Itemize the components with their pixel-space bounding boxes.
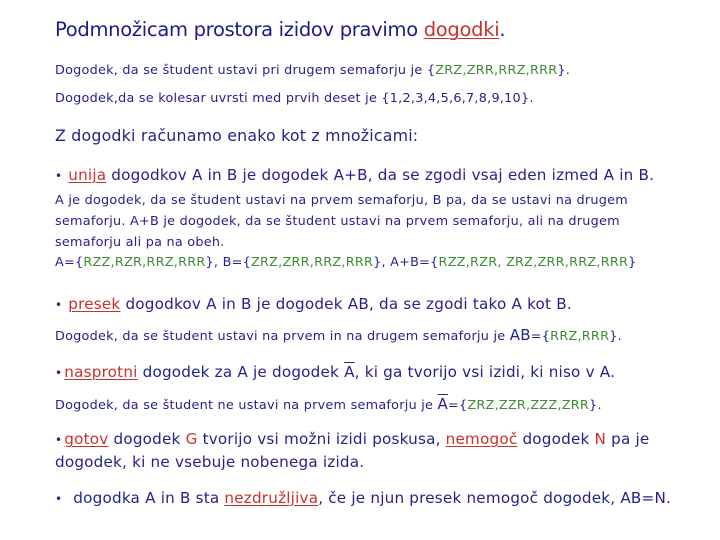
intersection-definition: • presek dogodkov A in B je dogodek AB, da se zgodi tako A kot B. — [55, 295, 572, 313]
intersection-example: Dogodek, da se študent ustavi na prvem in na drugem semaforju je AB={RRZ,RRR}. — [55, 326, 622, 344]
term-gotov: gotov — [64, 430, 109, 448]
symbol-n: N — [594, 430, 607, 448]
term-nasprotni: nasprotni — [64, 363, 138, 381]
complement-example-a-bar: $\overline{A}$ — [437, 395, 449, 413]
bullet-icon: • — [55, 298, 63, 312]
bullet-icon: • — [55, 169, 63, 183]
complement-example: Dogodek, da se študent ne ustavi na prvem semaforju je $\overline{A}=\{ZRZ,ZZR,ZZZ,ZRR\}$. — [55, 395, 602, 413]
example-student-second-light: Dogodek, da se študent ustavi pri drugem semaforju je {ZRZ,ZRR,RRZ,RRR}. — [55, 63, 571, 78]
term-nemogoc: nemogoč — [445, 430, 518, 448]
complement-definition: • nasprotni dogodek za A je dogodek $\overline{A}$, ki ga tvorijo vsi izidi, ki niso v A. — [55, 363, 616, 381]
bullet-icon: • — [55, 366, 63, 380]
term-nezdruzljiva: nezdružljiva — [224, 489, 319, 507]
bullet-icon: • — [55, 433, 63, 447]
page-title: Podmnožicam prostora izidov pravimo dogodki. — [55, 18, 506, 41]
union-definition: • unija dogodkov A in B je dogodek A+B, da se zgodi vsaj eden izmed A in B. — [55, 166, 655, 184]
example-cyclist-top-ten: Dogodek,da se kolesar uvrsti med prvih deset je {1,2,3,4,5,6,7,8,9,10}. — [55, 91, 534, 106]
disjoint-definition: • dogodka A in B sta nezdružljiva, če je njun presek nemogoč dogodek, AB=N. — [55, 489, 672, 507]
title-term-dogodki: dogodki — [423, 18, 500, 41]
complement-a-bar: $\overline{A}$ — [344, 363, 355, 381]
certain-impossible-definition: • gotov dogodek G tvorijo vsi možni izidi poskusa, nemogoč dogodek N pa je dogodek, ki ne vsebuje nobenega izida. — [55, 430, 650, 471]
symbol-g: G — [185, 430, 198, 448]
term-unija: unija — [68, 166, 107, 184]
term-presek: presek — [68, 295, 121, 313]
union-explanation: A je dogodek, da se študent ustavi na prvem semaforju, B pa, da se ustavi na drugem semaforju. A+B je dogodek, da se študent ustavi na prvem semaforju, ali na drugem semaforju ali pa na obeh. — [55, 193, 629, 250]
union-sets: A={RZZ,RZR,RRZ,RRR}, B={ZRZ,ZRR,RRZ,RRR}, A+B={RZZ,RZR, ZRZ,ZRR,RRZ,RRR} — [55, 255, 637, 270]
bullet-icon: • — [55, 492, 63, 506]
operations-intro: Z dogodki računamo enako kot z množicami: — [55, 126, 419, 145]
